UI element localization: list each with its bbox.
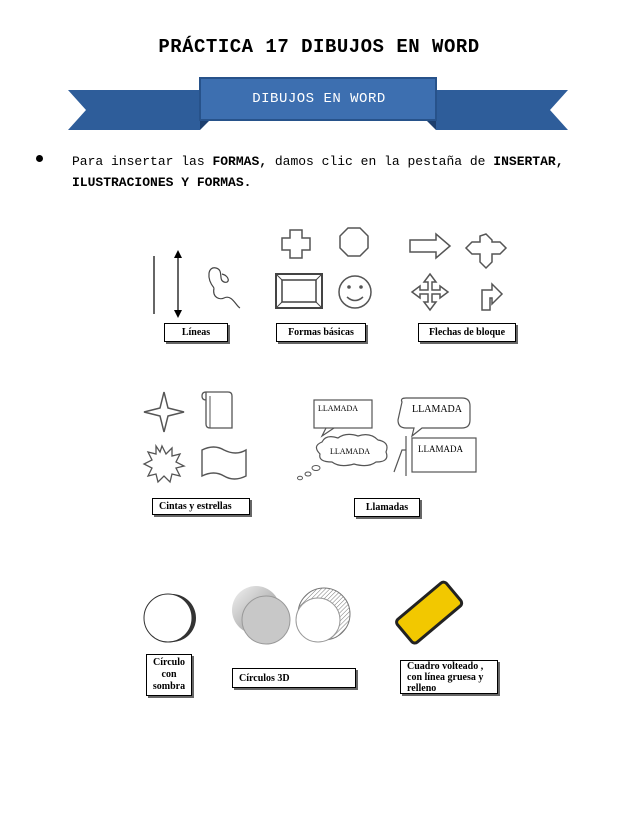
callout-text-4: LLAMADA bbox=[418, 444, 463, 454]
banner-title: DIBUJOS EN WORD bbox=[252, 91, 386, 107]
shadow-circle-figure bbox=[140, 588, 200, 648]
label-circulos3d: Círculos 3D bbox=[232, 668, 356, 688]
rotated-square-figure bbox=[388, 578, 470, 650]
stars-ribbons-figure bbox=[140, 388, 252, 490]
bullet-icon bbox=[36, 151, 46, 161]
page-title: PRÁCTICA 17 DIBUJOS EN WORD bbox=[158, 36, 480, 58]
callout-text-2: LLAMADA bbox=[412, 404, 462, 415]
basic-shapes-figure bbox=[272, 226, 382, 318]
label-cuadro: Cuadro volteado , con línea gruesa y relleno bbox=[400, 660, 498, 694]
label-formas-basicas: Formas básicas bbox=[276, 323, 366, 342]
label-llamadas: Llamadas bbox=[354, 498, 420, 517]
label-lineas: Líneas bbox=[164, 323, 228, 342]
intro-paragraph: Para insertar las FORMAS, damos clic en la pestaña de INSERTAR, ILUSTRACIONES Y FORMAS. bbox=[72, 154, 564, 190]
label-flechas: Flechas de bloque bbox=[418, 323, 516, 342]
circles-3d-figure bbox=[226, 582, 376, 648]
label-cintas: Cintas y estrellas bbox=[152, 498, 250, 515]
label-circulo-sombra: Círculo con sombra bbox=[146, 654, 192, 696]
block-arrows-figure bbox=[406, 232, 512, 322]
callout-text-3: LLAMADA bbox=[330, 447, 370, 456]
lines-figure bbox=[146, 248, 246, 320]
callout-text-1: LLAMADA bbox=[318, 404, 358, 413]
